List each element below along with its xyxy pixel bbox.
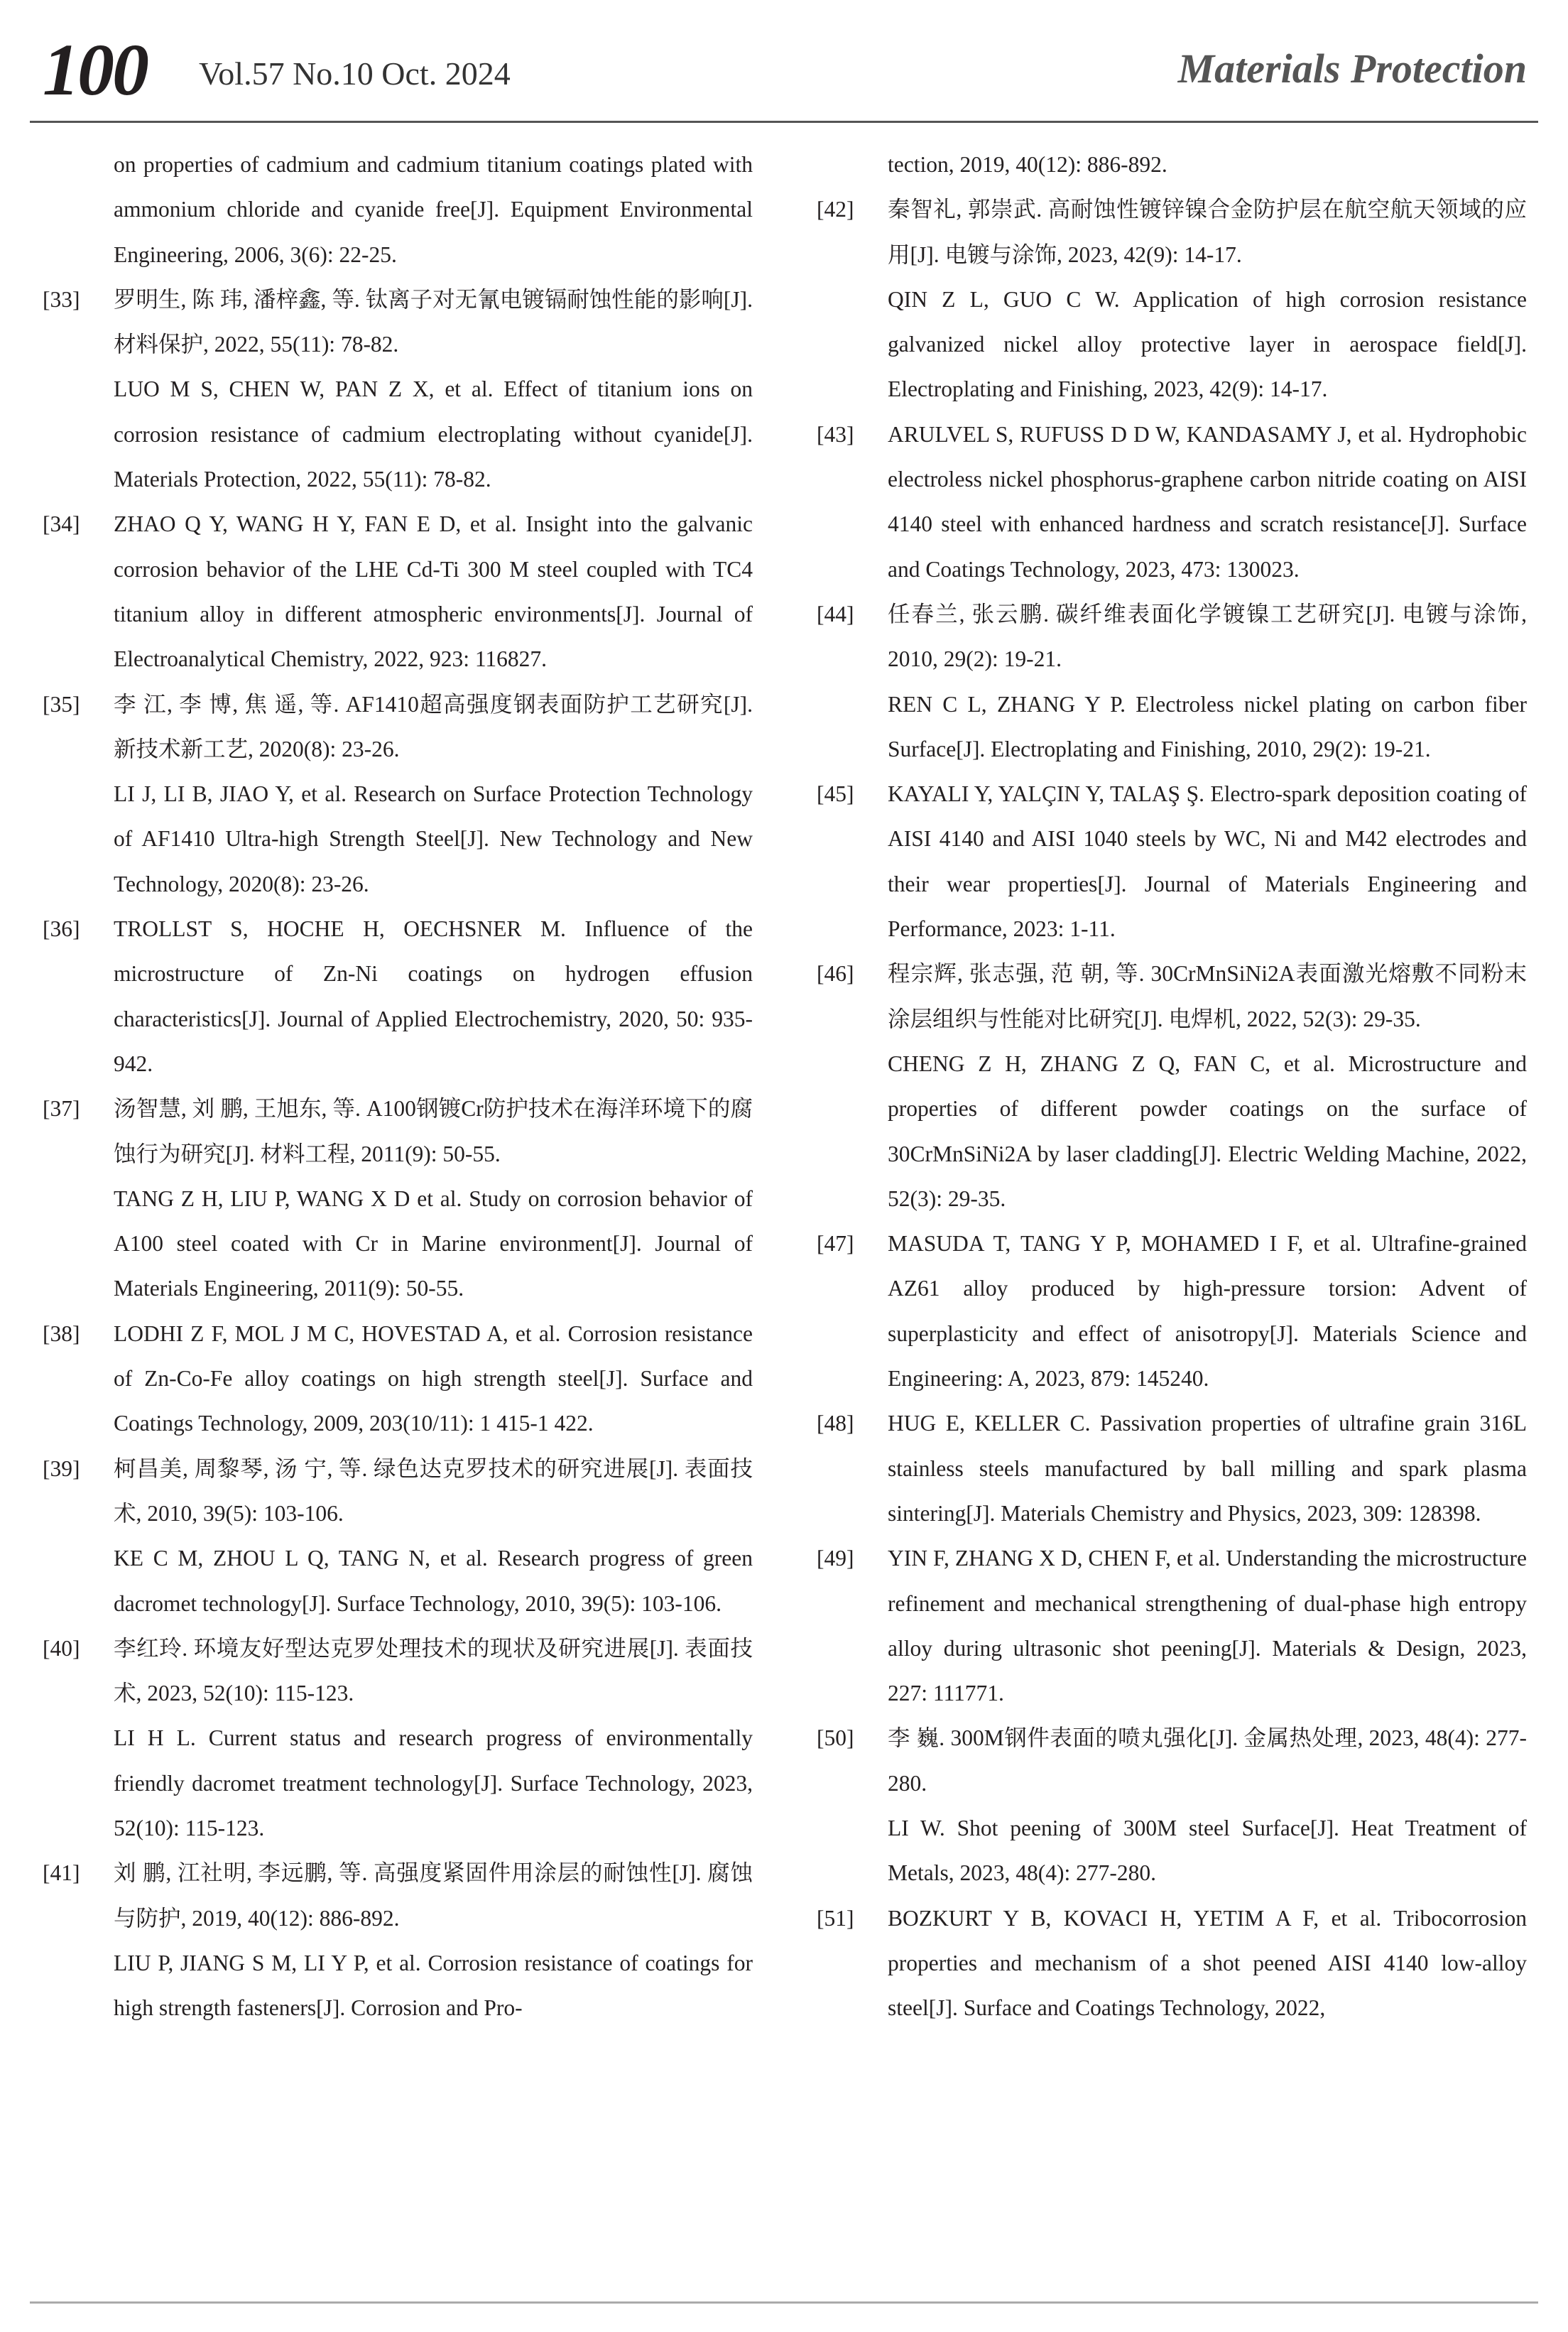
reference-item — [817, 1896, 1527, 2031]
reference-number: [37] — [43, 1096, 80, 1122]
reference-text: YIN F, ZHANG X D, CHEN F, et al. Understanding the microstructure refinement and mechanical strengthening of dual-phase high entropy alloy during ultrasonic shot peening[J]. Materials & Design, 2023, 227: 111771. — [888, 1546, 1527, 1706]
reference-text: KAYALI Y, YALÇIN Y, TALAŞ Ş. Electro-spark deposition coating of AISI 4140 and AISI 1040 steels by WC, Ni and M42 electrodes and their wear properties[J]. Journal of Materials Engineering and Performance, 2023: 1-11. — [888, 781, 1527, 942]
page-number: 100 — [43, 29, 147, 111]
reference-number: [33] — [43, 286, 80, 312]
reference-text: TANG Z H, LIU P, WANG X D et al. Study on corrosion behavior of A100 steel coated with Cr in Marine environment[J]. Journal of Materials Engineering, 2011(9): 50-55. — [114, 1186, 753, 1301]
reference-text: HUG E, KELLER C. Passivation properties of ultrafine grain 316L stainless steels manufactured by ball milling and spark plasma sintering[J]. Materials Chemistry and Physics, 2023, 309: 128398. — [888, 1411, 1527, 1526]
reference-text: LI J, LI B, JIAO Y, et al. Research on Surface Protection Technology of AF1410 Ultra-high Strength Steel[J]. New Technology and New Technology, 2020(8): 23-26. — [114, 781, 753, 896]
reference-text: CHENG Z H, ZHANG Z Q, FAN C, et al. Microstructure and properties of different powder coatings on the surface of 30CrMnSiNi2A by laser cladding[J]. Electric Welding Machine, 2022, 52(3): 29-35. — [888, 1051, 1527, 1211]
reference-number: [43] — [817, 421, 854, 447]
reference-text: BOZKURT Y B, KOVACI H, YETIM A F, et al. Tribocorrosion properties and mechanism of a shot peened AISI 4140 low-alloy steel[J]. Surface and Coatings Technology, 2022, — [888, 1905, 1527, 2021]
reference-item — [817, 412, 1527, 592]
page-header — [43, 31, 1527, 109]
reference-item — [817, 592, 1527, 771]
reference-item — [43, 501, 753, 681]
reference-item — [817, 1715, 1527, 1895]
reference-text: 柯昌美, 周黎琴, 汤 宁, 等. 绿色达克罗技术的研究进展[J]. 表面技术, 2010, 39(5): 103-106. — [114, 1455, 753, 1526]
reference-item — [817, 1221, 1527, 1401]
reference-number: [47] — [817, 1231, 854, 1257]
reference-text: 李红玲. 环境友好型达克罗处理技术的现状及研究进展[J]. 表面技术, 2023, 52(10): 115-123. — [114, 1635, 753, 1706]
reference-text: LUO M S, CHEN W, PAN Z X, et al. Effect of titanium ions on corrosion resistance of cadmium electroplating without cyanide[J]. Materials Protection, 2022, 55(11): 78-82. — [114, 376, 753, 492]
reference-text: 李 巍. 300M钢件表面的喷丸强化[J]. 金属热处理, 2023, 48(4): 277-280. — [888, 1725, 1527, 1796]
reference-text: REN C L, ZHANG Y P. Electroless nickel plating on carbon fiber Surface[J]. Electroplating and Finishing, 2010, 29(2): 19-21. — [888, 691, 1527, 761]
reference-number: [49] — [817, 1546, 854, 1571]
reference-item — [43, 1446, 753, 1626]
issue-info: Vol.57 No.10 Oct. 2024 — [199, 55, 511, 92]
reference-item — [817, 951, 1527, 1221]
reference-text: ARULVEL S, RUFUSS D D W, KANDASAMY J, et al. Hydrophobic electroless nickel phosphorus-graphene carbon nitride coating on AISI 4140 steel with enhanced hardness and scratch resistance[J]. Surface and Coatings Technology, 2023, 473: 130023. — [888, 421, 1527, 582]
reference-number: [36] — [43, 916, 80, 942]
reference-item — [43, 277, 753, 501]
reference-text: LI H L. Current status and research progress of environmentally friendly dacromet treatment technology[J]. Surface Technology, 2023, 52(10): 115-123. — [114, 1725, 753, 1840]
reference-number: [42] — [817, 197, 854, 222]
footer-divider — [30, 2301, 1538, 2304]
reference-text: 程宗辉, 张志强, 范 朝, 等. 30CrMnSiNi2A表面激光熔敷不同粉末涂层组织与性能对比研究[J]. 电焊机, 2022, 52(3): 29-35. — [888, 961, 1527, 1031]
reference-number: [35] — [43, 691, 80, 717]
reference-text: ZHAO Q Y, WANG H Y, FAN E D, et al. Insight into the galvanic corrosion behavior of the LHE Cd-Ti 300 M steel coupled with TC4 titanium alloy in different atmospheric environments[J]. Journal of Electroanalytical Chemistry, 2022, 923: 116827. — [114, 511, 753, 672]
reference-text: QIN Z L, GUO C W. Application of high corrosion resistance galvanized nickel alloy protective layer in aerospace field[J]. Electroplating and Finishing, 2023, 42(9): 14-17. — [888, 286, 1527, 402]
reference-number: [46] — [817, 961, 854, 987]
reference-continuation: on properties of cadmium and cadmium titanium coatings plated with ammonium chloride and cyanide free[J]. Equipment Environmental Engineering, 2006, 3(6): 22-25. — [114, 152, 753, 267]
reference-item — [817, 1401, 1527, 1536]
reference-text: 汤智慧, 刘 鹏, 王旭东, 等. A100钢镀Cr防护技术在海洋环境下的腐蚀行为研究[J]. 材料工程, 2011(9): 50-55. — [114, 1096, 753, 1166]
reference-text: 李 江, 李 博, 焦 遥, 等. AF1410超高强度钢表面防护工艺研究[J]. 新技术新工艺, 2020(8): 23-26. — [114, 691, 753, 761]
reference-number: [48] — [817, 1411, 854, 1436]
reference-text: KE C M, ZHOU L Q, TANG N, et al. Research progress of green dacromet technology[J]. Surface Technology, 2010, 39(5): 103-106. — [114, 1546, 753, 1616]
header-divider — [30, 121, 1538, 123]
reference-item — [817, 187, 1527, 411]
reference-number: [38] — [43, 1320, 80, 1346]
reference-column-left — [43, 142, 753, 2030]
reference-item — [43, 682, 753, 906]
reference-item — [43, 1626, 753, 1850]
journal-name: Materials Protection — [1177, 45, 1527, 92]
reference-number: [51] — [817, 1905, 854, 1931]
reference-text: TROLLST S, HOCHE H, OECHSNER M. Influence of the microstructure of Zn-Ni coatings on hydrogen effusion characteristics[J]. Journal of Applied Electrochemistry, 2020, 50: 935-942. — [114, 916, 753, 1076]
reference-list-right — [817, 187, 1527, 2030]
reference-number: [44] — [817, 601, 854, 627]
reference-number: [34] — [43, 511, 80, 537]
reference-number: [45] — [817, 781, 854, 807]
reference-item — [43, 1850, 753, 2030]
reference-text: LODHI Z F, MOL J M C, HOVESTAD A, et al. Corrosion resistance of Zn-Co-Fe alloy coatings on high strength steel[J]. Surface and Coatings Technology, 2009, 203(10/11): 1 415-1 422. — [114, 1320, 753, 1436]
reference-text: LI W. Shot peening of 300M steel Surface[J]. Heat Treatment of Metals, 2023, 48(4): 277-280. — [888, 1815, 1527, 1886]
reference-number: [41] — [43, 1860, 80, 1886]
reference-continuation: tection, 2019, 40(12): 886-892. — [888, 152, 1167, 177]
reference-text: LIU P, JIANG S M, LI Y P, et al. Corrosion resistance of coatings for high strength fasteners[J]. Corrosion and Pro- — [114, 1950, 753, 2021]
reference-text: 罗明生, 陈 玮, 潘梓鑫, 等. 钛离子对无氰电镀镉耐蚀性能的影响[J]. 材料保护, 2022, 55(11): 78-82. — [114, 286, 753, 357]
reference-list-left — [43, 277, 753, 2031]
reference-text: 刘 鹏, 江社明, 李远鹏, 等. 高强度紧固件用涂层的耐蚀性[J]. 腐蚀与防护, 2019, 40(12): 886-892. — [114, 1860, 753, 1931]
reference-number: [40] — [43, 1635, 80, 1661]
reference-number: [50] — [817, 1725, 854, 1751]
reference-item — [43, 906, 753, 1086]
reference-item — [817, 1536, 1527, 1715]
reference-text: 任春兰, 张云鹏. 碳纤维表面化学镀镍工艺研究[J]. 电镀与涂饰, 2010, 29(2): 19-21. — [888, 601, 1527, 672]
reference-text: MASUDA T, TANG Y P, MOHAMED I F, et al. Ultrafine-grained AZ61 alloy produced by high-pressure torsion: Advent of superplasticity and effect of anisotropy[J]. Materials Science and Engineering: A, 2023, 879: 145240. — [888, 1231, 1527, 1392]
reference-item — [817, 771, 1527, 951]
reference-item — [43, 1311, 753, 1446]
reference-item — [43, 1086, 753, 1311]
reference-text: 秦智礼, 郭崇武. 高耐蚀性镀锌镍合金防护层在航空航天领域的应用[J]. 电镀与涂饰, 2023, 42(9): 14-17. — [888, 197, 1527, 267]
reference-number: [39] — [43, 1455, 80, 1481]
reference-column-right — [817, 142, 1527, 2030]
